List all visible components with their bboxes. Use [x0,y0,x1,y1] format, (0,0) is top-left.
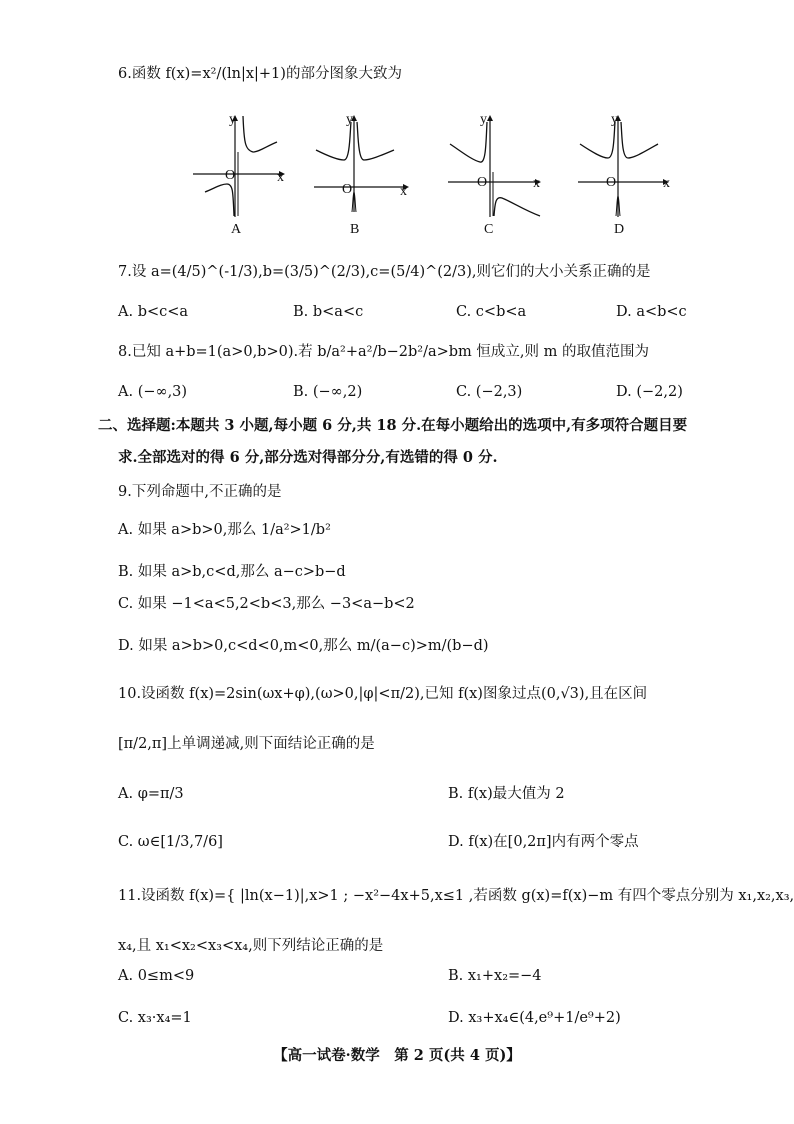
q7-option-b: B. b<a<c [293,304,364,320]
q8-stem: 8.已知 a+b=1(a>0,b>0).若 b/a²+a²/b−2b²/a>bm 恒成立,则 m 的取值范围为 [118,344,649,360]
option-label-b: B [350,222,360,237]
q10-option-b: B. f(x)最大值为 2 [448,786,565,802]
graph-d-origin: O [606,175,617,190]
graph-c-x-label: x [533,176,540,191]
q9-stem: 9.下列命题中,不正确的是 [118,484,282,500]
graph-b-y-label: y [346,112,353,127]
q8-option-a: A. (−∞,3) [118,384,188,400]
q11-stem-line2: x₄,且 x₁<x₂<x₃<x₄,则下列结论正确的是 [118,938,384,954]
q10-option-c: C. ω∈[1/3,7/6] [118,834,223,850]
graph-d [578,112,678,222]
graph-b-x-label: x [400,184,407,199]
graph-d-y-label: y [611,112,618,127]
option-label-c: C [484,222,494,237]
q11-stem-line1: 11.设函数 f(x)={ |ln(x−1)|,x>1 ; −x²−4x+5,x≤1 ,若函数 g(x)=f(x)−m 有四个零点分别为 x₁,x₂,x₃, [118,888,794,904]
q11-option-c: C. x₃·x₄=1 [118,1010,192,1026]
graph-c-origin: O [477,175,488,190]
q9-option-c: C. 如果 −1<a<5,2<b<3,那么 −3<a−b<2 [118,596,415,612]
graph-a [193,112,293,222]
q7-option-d: D. a<b<c [616,304,687,320]
q7-stem: 7.设 a=(4/5)^(-1/3),b=(3/5)^(2/3),c=(5/4)^(2/3),则它们的大小关系正确的是 [118,264,651,280]
q8-option-b: B. (−∞,2) [293,384,363,400]
graph-c-y-label: y [480,112,487,127]
q10-stem-line1: 10.设函数 f(x)=2sin(ωx+φ),(ω>0,|φ|<π/2),已知 f(x)图象过点(0,√3),且在区间 [118,686,648,702]
q10-option-d: D. f(x)在[0,2π]内有两个零点 [448,834,639,850]
q7-option-c: C. c<b<a [456,304,527,320]
q6-stem: 6.函数 f(x)=x²/(ln|x|+1)的部分图象大致为 [118,66,402,82]
section2-heading-line1: 二、选择题:本题共 3 小题,每小题 6 分,共 18 分.在每小题给出的选项中,有多项符合题目要 [98,417,688,434]
graph-b-origin: O [342,182,353,197]
page-footer: 【高一试卷·数学 第 2 页(共 4 页)】 [273,1047,521,1064]
graph-a-x-label: x [277,170,284,185]
q8-option-d: D. (−2,2) [616,384,683,400]
q9-option-a: A. 如果 a>b>0,那么 1/a²>1/b² [118,522,331,538]
graph-a-y-label: y [229,112,236,127]
q9-option-d: D. 如果 a>b>0,c<d<0,m<0,那么 m/(a−c)>m/(b−d) [118,638,489,654]
graph-b [314,112,414,222]
option-label-a: A [231,222,242,237]
section2-heading-line2: 求.全部选对的得 6 分,部分选对得部分分,有选错的得 0 分. [118,449,498,466]
q11-option-a: A. 0≤m<9 [118,968,195,984]
q10-stem-line2: [π/2,π]上单调递减,则下面结论正确的是 [118,736,375,752]
q7-option-a: A. b<c<a [118,304,189,320]
q10-option-a: A. φ=π/3 [118,786,184,802]
graph-d-x-label: x [663,176,670,191]
q11-option-d: D. x₃+x₄∈(4,e⁹+1/e⁹+2) [448,1010,621,1026]
q11-option-b: B. x₁+x₂=−4 [448,968,542,984]
option-label-d: D [614,222,625,237]
graph-a-origin: O [225,168,236,183]
q9-option-b: B. 如果 a>b,c<d,那么 a−c>b−d [118,564,346,580]
graph-c [448,112,548,222]
q8-option-c: C. (−2,3) [456,384,523,400]
